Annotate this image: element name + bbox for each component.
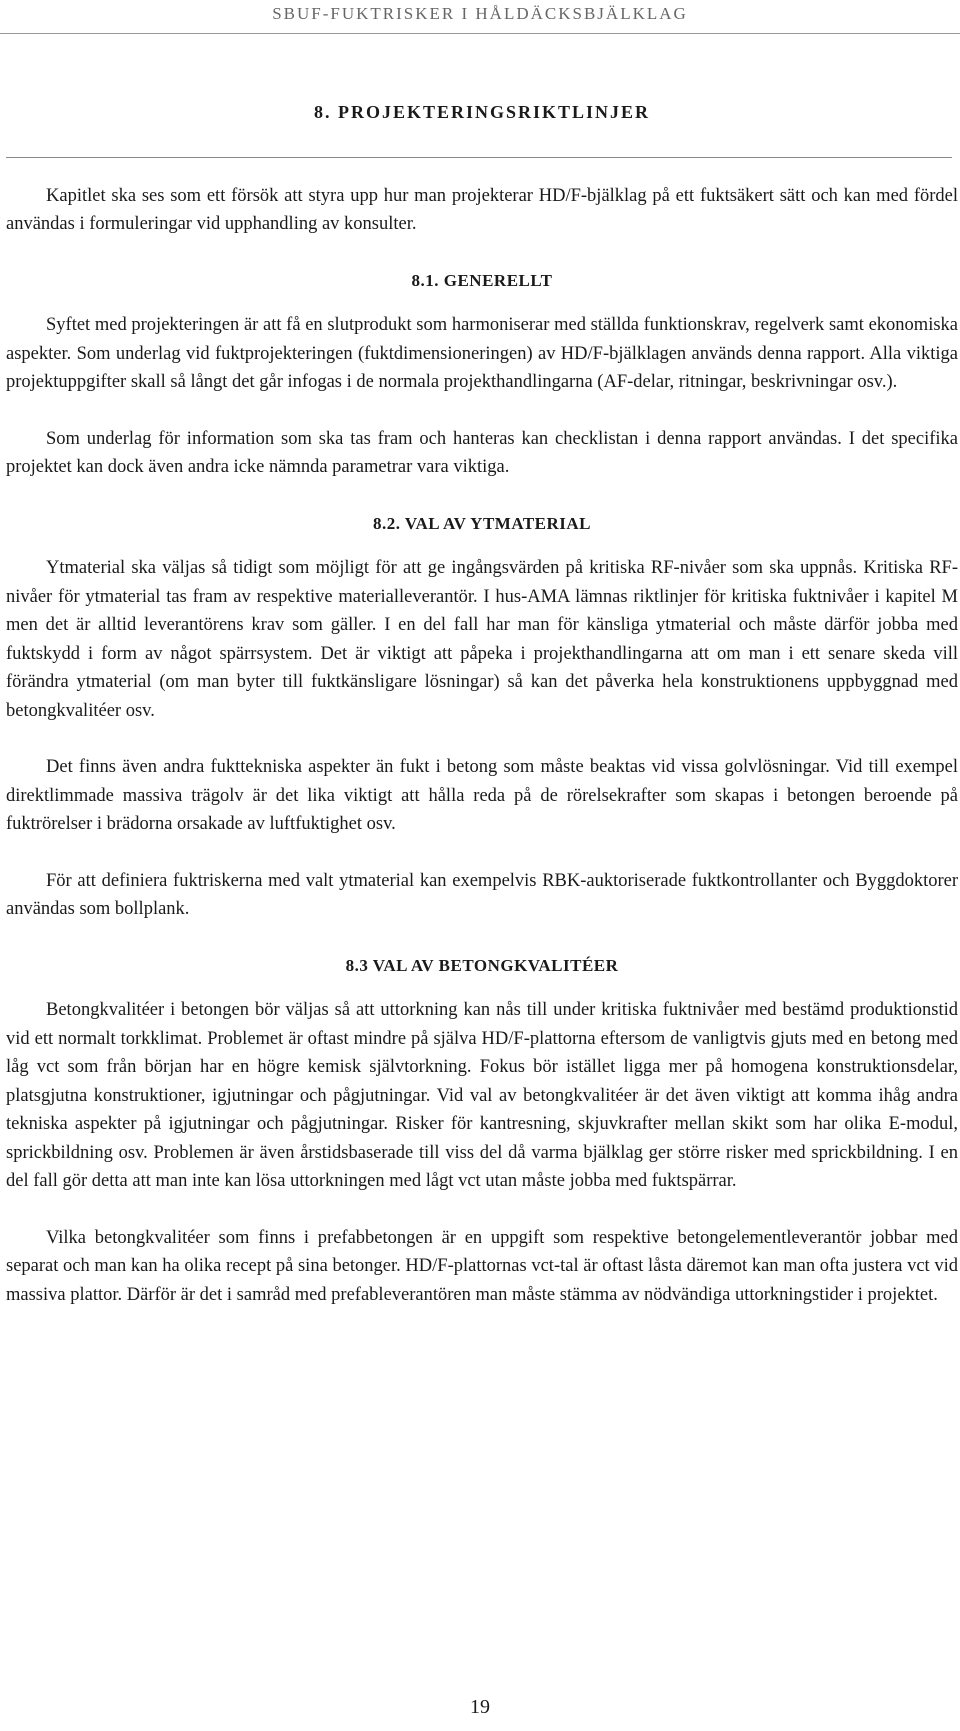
paragraph: Som underlag för information som ska tas fram och hanteras kan checklistan i denna rapport användas. I det specifika projektet kan dock även andra icke nämnda parametrar vara viktiga. [6, 428, 958, 477]
section-val-av-betongkvaliteer [6, 952, 958, 1310]
page-content [6, 98, 958, 1337]
page-number: 19 [470, 1696, 490, 1718]
chapter-title: 8. PROJEKTERINGSRIKTLINJER [313, 102, 651, 122]
paragraph: För att definiera fuktriskerna med valt ytmaterial kan exempelvis RBK-auktoriserade fuktkontrollanter och Byggdoktorer användas som bollplank. [6, 870, 958, 919]
paragraph: Betongkvalitéer i betongen bör väljas så att uttorkning kan nås till under kritiska fuktnivåer med bestämd produktionstid vid ett normalt torkklimat. Problemet är oftast mindre på själva HD/F-plattorna eftersom de vanligtvis gjuts med en betong med låg vct som från början har en högre kemisk självtorkning. Fokus bör istället ligga mer på homogena konstruktionsdelar, platsgjutna konstruktioner, igjutningar och pågjutningar. Vid val av betongkvalitéer är det även viktigt att komma ihåg andra tekniska aspekter på igjutningar och pågjutningar. Risker för kantresning, skjuvkrafter mellan skikt som har olika E-modul, sprickbildning osv. Problemen är även årstidsbaserade till viss del då varma bjälklag ger större risker med sprickbildning. I en del fall gör detta att man inte kan lösa uttorkningen med lågt vct utan måste jobba med fuktspärrar. [6, 1000, 958, 1191]
chapter-intro-paragraph: Kapitlet ska ses som ett försök att styra upp hur man projekterar HD/F-bjälklag på ett fuktsäkert sätt och kan med fördel användas i formuleringar vid upphandling av konsulter. [6, 185, 958, 234]
header-divider [0, 33, 960, 34]
section-heading-ytmaterial: 8.2. VAL AV YTMATERIAL [372, 513, 592, 533]
section-val-av-ytmaterial [6, 510, 958, 924]
paragraph: Vilka betongkvalitéer som finns i prefabbetongen är en uppgift som respektive betongelementleverantör jobbar med separat och man kan ha olika recept på sina betonger. HD/F-plattornas vct-tal är oftast låsta däremot kan man ofta justera vct vid massiva plattor. Därför är det i samråd med prefableverantören man måste stämma av nödvändiga uttorkningstider i projektet. [6, 1227, 958, 1305]
section-heading-generellt: 8.1. GENERELLT [411, 270, 553, 290]
paragraph: Ytmaterial ska väljas så tidigt som möjligt för att ge ingångsvärden på kritiska RF-nivåer som ska uppnås. Kritiska RF-nivåer för ytmaterial tas fram av respektive materialleverantör. I hus-AMA lämnas riktlinjer för kritiska fuktnivåer i kapitel M men det är alltid leverantörens krav som gäller. I en del fall har man för känsliga ytmaterial och måste därför jobba med fuktskydd i form av något spärrsystem. Det är viktigt att påpeka i projekthandlingarna att om man i ett senare skeda vill förändra ytmaterial (om man byter till fuktkänsligare lösningar) så kan det påverka hela konstruktionens uppbyggnad med betongkvalitéer osv. [6, 558, 958, 721]
paragraph: Det finns även andra fukttekniska aspekter än fukt i betong som måste beaktas vid vissa golvlösningar. Vid till exempel direktlimmade massiva trägolv är det lika viktigt att hålla reda på de rörelsekrafter som skapas i betongen beroende på fuktrörelser i brädorna orsakade av luftfuktighet osv. [6, 757, 958, 834]
section-heading-betongkvaliteer: 8.3 VAL AV BETONGKVALITÉER [345, 955, 619, 975]
chapter-divider [6, 157, 952, 158]
paragraph: Syftet med projekteringen är att få en slutprodukt som harmoniserar med ställda funktionskrav, regelverk samt ekonomiska aspekter. Som underlag vid fuktprojekteringen (fuktdimensioneringen) av HD/F-bjälklagen används denna rapport. Alla viktiga projektuppgifter skall så långt det går infogas i de normala projekthandlingarna (AF-delar, ritningar, beskrivningar osv.). [6, 315, 958, 392]
section-generellt [6, 267, 958, 482]
running-header: SBUF-FUKTRISKER I HÅLDÄCKSBJÄLKLAG [272, 4, 688, 23]
